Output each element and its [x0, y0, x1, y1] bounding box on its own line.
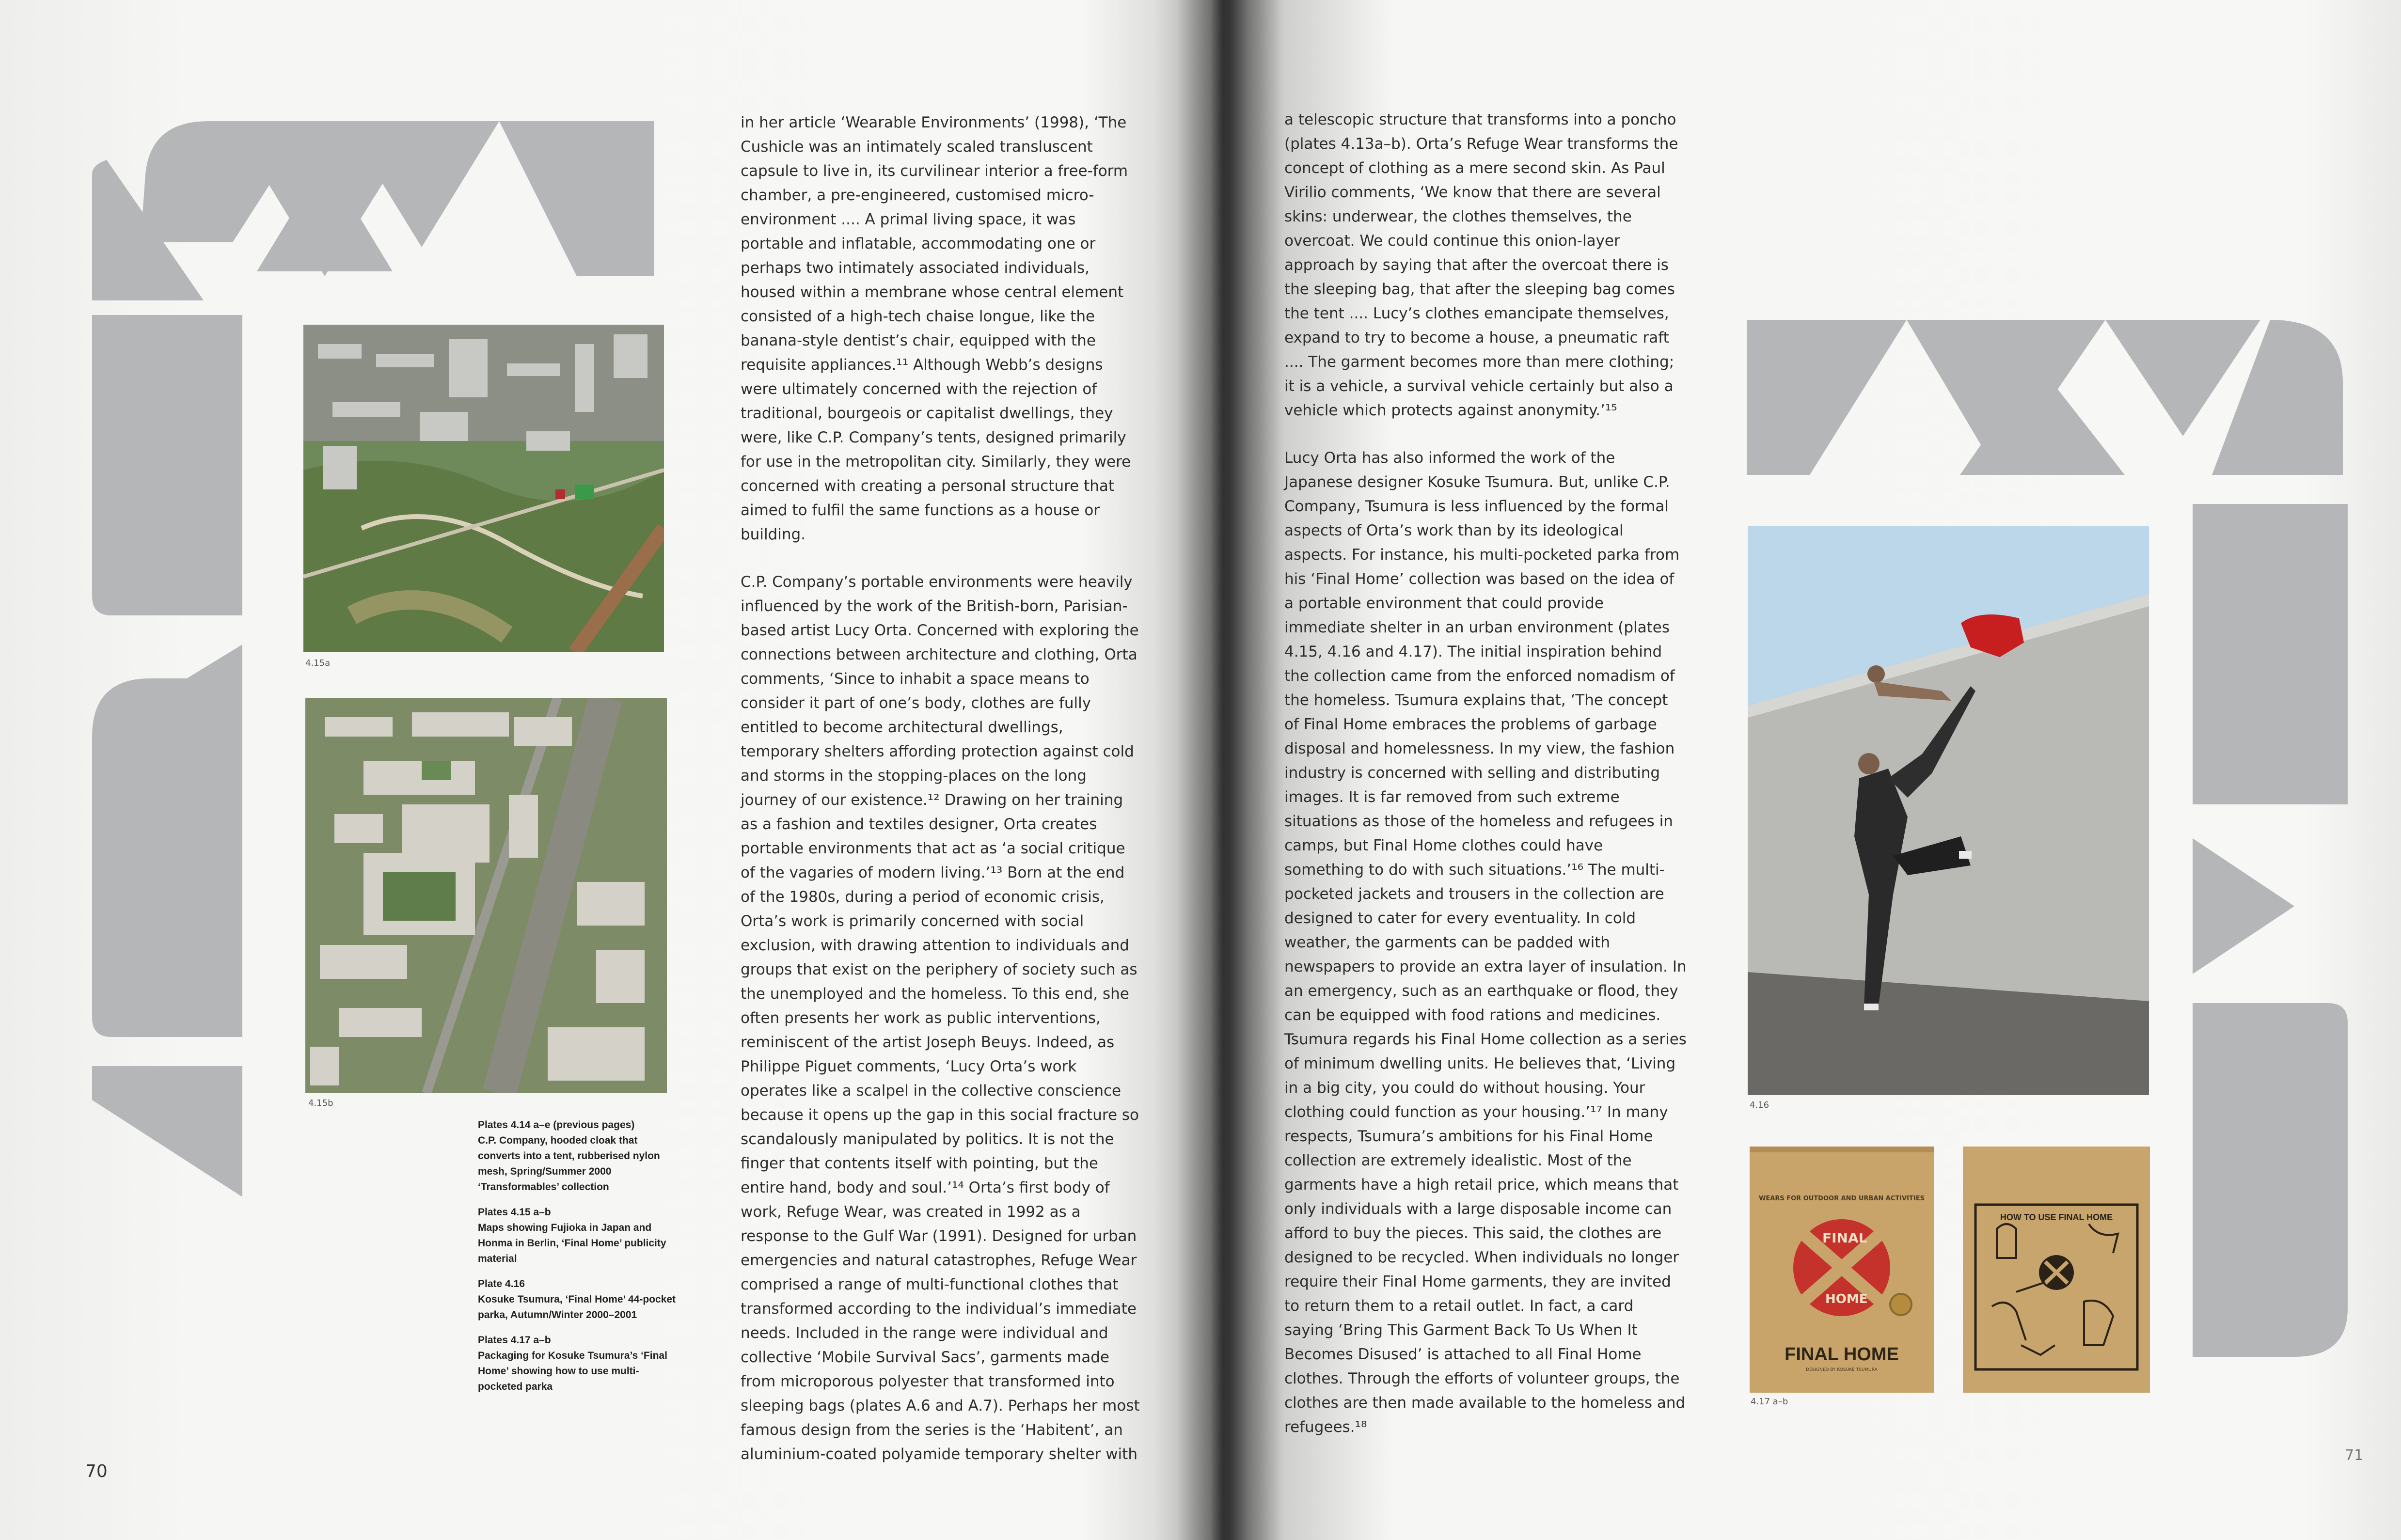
caption-title: Plates 4.17 a–b	[478, 1335, 551, 1346]
body-text-column-left	[741, 110, 1143, 1490]
caption-text: Packaging for Kosuke Tsumura’s ‘Final Home’ showing how to use multi-pocketed parka	[478, 1350, 667, 1392]
caption-title: Plates 4.14 a–e (previous pages)	[478, 1119, 635, 1131]
plate-label-4-15b: 4.15b	[308, 1098, 333, 1108]
bag-top-text: WEARS FOR OUTDOOR AND URBAN ACTIVITIES	[1759, 1195, 1925, 1202]
bag-brand-text: FINAL HOME	[1785, 1344, 1899, 1365]
plate-4-15a-aerial-photo	[303, 325, 664, 652]
plate-4-15b-aerial-photo	[305, 698, 667, 1093]
page-number-left: 70	[85, 1461, 108, 1481]
bag-logo-top: FINAL	[1822, 1230, 1867, 1246]
page-number-right: 71	[2345, 1447, 2364, 1464]
caption-4-17	[478, 1333, 681, 1395]
plate-label-4-17: 4.17 a–b	[1751, 1397, 1788, 1407]
caption-title: Plates 4.15 a–b	[478, 1207, 551, 1218]
caption-text: Maps showing Fujioka in Japan and Honma in Berlin, ‘Final Home’ publicity material	[478, 1222, 666, 1264]
plate-4-17b-packaging-instructions	[1963, 1147, 2150, 1393]
plate-captions	[478, 1117, 681, 1404]
caption-4-16	[478, 1276, 681, 1323]
paragraph: in her article ‘Wearable Environments’ (1998), ‘The Cushicle was an intimately scaled transluscent capsule to live in, its curvilinear interior a free-form chamber, a pre-engineered, customised micro-environment .... A primal living space, it was portable and inflatable, accommodating one or perhaps two intimately associated individuals, housed within a membrane whose central element consisted of a high-tech chaise longue, like the banana-style dentist’s chair, equipped with the requisite appliances.¹¹ Although Webb’s designs were ultimately concerned with the rejection of traditional, bourgeois or capitalist dwellings, they were, like C.P. Company’s tents, designed primarily for use in the metropolitan city. Similarly, they were concerned with creating a personal structure that aimed to fulfil the same functions as a house or building.	[741, 114, 1131, 543]
plate-4-17a-packaging-bag	[1750, 1147, 1934, 1393]
paragraph: a telescopic structure that transforms into a poncho (plates 4.13a–b). Orta’s Refuge Wear transforms the concept of clothing as a mere second skin. As Paul Virilio comments, ‘We know that there are several skins: underwear, the clothes themselves, the overcoat. We could continue this onion-layer approach by saying that after the overcoat there is the sleeping bag, that after the sleeping bag comes the tent .... Lucy’s clothes emancipate themselves, expand to try to become a house, a pneumatic raft .... The garment becomes more than mere clothing; it is a vehicle, a survival vehicle certainly but also a vehicle which protects against anonymity.’¹⁵	[1284, 111, 1678, 419]
body-text-column-right	[1284, 108, 1687, 1462]
bag-logo-bottom: HOME	[1825, 1292, 1868, 1306]
caption-4-14	[478, 1117, 681, 1195]
caption-text: C.P. Company, hooded cloak that converts into a tent, rubberised nylon mesh, Spring/Summer 2000 ‘Transformables’ collection	[478, 1135, 660, 1193]
paragraph: Lucy Orta has also informed the work of the Japanese designer Kosuke Tsumura. But, unlike C.P. Company, Tsumura is less influenced by the formal aspects of Orta’s work than by its ideological aspects. For instance, his multi-pocketed parka from his ‘Final Home’ collection was based on the idea of a portable environment that could provide immediate shelter in an urban environment (plates 4.15, 4.16 and 4.17). The initial inspiration behind the collection came from the enforced nomadism of the homeless. Tsumura explains that, ‘The concept of Final Home embraces the problems of garbage disposal and homelessness. In my view, the fashion industry is concerned with selling and distributing images. It is far removed from such extreme situations as those of the homeless and refugees in camps, but Final Home clothes could have something to do with such situations.’¹⁶ The multi-pocketed jackets and trousers in the collection are designed to cater for every eventuality. In cold weather, the garments can be padded with newspapers to provide an extra layer of insulation. In an emergency, such as an earthquake or flood, they can be equipped with food rations and medicines. Tsumura regards his Final Home collection as a series of minimum dwelling units. He believes that, ‘Living in a big city, you could do without housing. Your clothing could function as your housing.’¹⁷ In many respects, Tsumura’s ambitions for his Final Home collection are extremely idealistic. Most of the garments have a high retail price, which means that only individuals with a large disposable income can afford to buy the pieces. This said, the clothes are designed to be recycled. When individuals no longer require their Final Home garments, they are invited to return them to a retail outlet. In fact, a card saying ‘Bring This Garment Back To Us When It Becomes Disused’ is attached to all Final Home clothes. Through the efforts of volunteer groups, the clothes are then made available to the homeless and refugees.¹⁸	[1284, 449, 1687, 1436]
instructions-title: HOW TO USE FINAL HOME	[2000, 1212, 2113, 1222]
bag-small-text: DESIGNED BY KOSUKE TSUMURA	[1806, 1367, 1878, 1372]
caption-text: Kosuke Tsumura, ‘Final Home’ 44-pocket parka, Autumn/Winter 2000–2001	[478, 1294, 676, 1320]
plate-4-16-photo	[1748, 526, 2149, 1095]
caption-title: Plate 4.16	[478, 1278, 525, 1289]
caption-4-15	[478, 1205, 681, 1267]
plate-label-4-15a: 4.15a	[305, 658, 331, 668]
right-page	[1202, 0, 2401, 1540]
paragraph: C.P. Company’s portable environments were heavily influenced by the work of the British-born, Parisian-based artist Lucy Orta. Concerned with exploring the connections between architecture and clothing, Orta comments, ‘Since to inhabit a space means to consider it part of one’s body, clothes are fully entitled to become architectural dwellings, temporary shelters affording protection against cold and storms in the stopping-places on the long journey of our existence.¹² Drawing on her training as a fashion and textiles designer, Orta creates portable environments that act as ‘a social critique of the vagaries of modern living.’¹³ Born at the end of the 1980s, during a period of economic crisis, Orta’s work is primarily concerned with social exclusion, with drawing attention to individuals and groups that exist on the periphery of society such as the unemployed and the homeless. To this end, she often presents her work as public interventions, reminiscent of the artist Joseph Beuys. Indeed, as Philippe Piguet comments, ‘Lucy Orta’s work operates like a scalpel in the collective conscience because it opens up the gap in this social fracture so scandalously manipulated by politics. It is not the finger that contents itself with pointing, but the entire hand, body and soul.’¹⁴ Orta’s first body of work, Refuge Wear, was created in 1992 as a response to the Gulf War (1991). Designed for urban emergencies and natural catastrophes, Refuge Wear comprised a range of multi-functional clothes that transformed according to the individual’s immediate needs. Included in the range were individual and collective ‘Mobile Survival Sacs’, garments made from microporous polyester that transformed into sleeping bags (plates A.6 and A.7). Perhaps her most famous design from the series is the ‘Habitent’, an aluminium-coated polyamide temporary shelter with	[741, 573, 1140, 1463]
plate-label-4-16: 4.16	[1750, 1100, 1769, 1110]
